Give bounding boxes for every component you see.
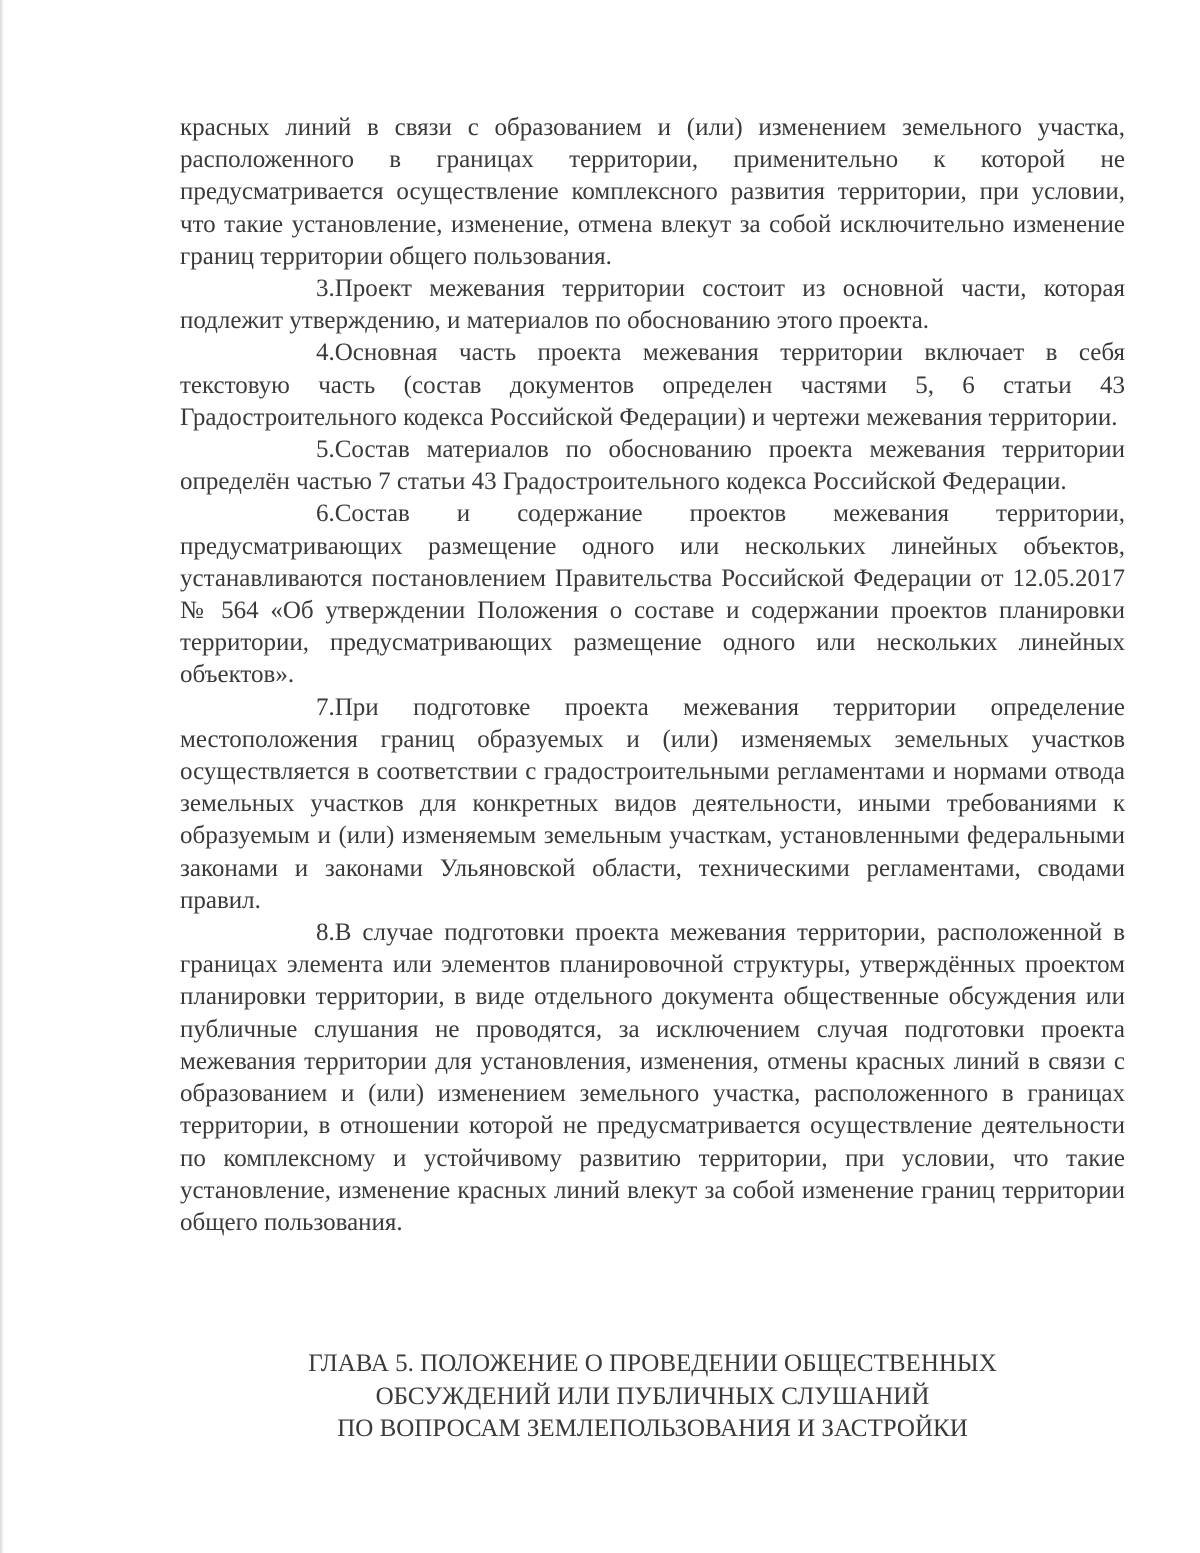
item-3 <box>180 273 1125 337</box>
item-text: В случае подготовки проекта межевания территории, расположенной в границах элемента или элементов планировочной структуры, утверждённых проектом планировки территории, в виде отдельного документа общественные обсуждения или публичные слушания не проводятся, за исключением случая подготовки проекта межевания территории для установления, изменения, отмены красных линий в связи с образованием и (или) изменением земельного участка, расположенного в границах территории, в отношении которой не предусматривается осуществление деятельности по комплексному и устойчивому развитию территории, при условии, что такие установление, изменение красных линий влекут за собой изменение границ территории общего пользования. <box>180 919 1125 1236</box>
intro-paragraph: красных линий в связи с образованием и (или) изменением земельного участка, расположенного в границах территории, применительно к которой не предусматривается осуществление комплексного развития территории, при условии, что такие установление, изменение, отмена влекут за собой исключительно изменение границ территории общего пользования. <box>180 114 1125 270</box>
chapter-heading <box>180 1348 1125 1446</box>
chapter-heading-line-1: ГЛАВА 5. ПОЛОЖЕНИЕ О ПРОВЕДЕНИИ ОБЩЕСТВЕННЫХ <box>308 1350 997 1377</box>
item-number: 7. <box>316 693 335 721</box>
item-number: 3. <box>316 275 335 303</box>
item-number: 6. <box>316 500 335 528</box>
item-number: 5. <box>316 436 335 464</box>
item-6 <box>180 498 1125 691</box>
item-4 <box>180 337 1125 434</box>
chapter-heading-line-2: ОБСУЖДЕНИЙ ИЛИ ПУБЛИЧНЫХ СЛУШАНИЙ <box>375 1382 930 1410</box>
item-text: Основная часть проекта межевания территории включает в себя текстовую часть (состав документов определен частями 5, 6 статьи 43 Градостроительного кодекса Российской Федерации) и чертежи межевания территории. <box>180 339 1125 431</box>
scan-edge <box>0 0 4 1553</box>
item-text: При подготовке проекта межевания территории определение местоположения границ образуемых и (или) изменяемых земельных участков осуществляется в соответствии с градостроительными регламентами и нормами отвода земельных участков для конкретных видов деятельности, иными требованиями к образуемым и (или) изменяемым земельным участкам, установленными федеральными законами и законами Ульяновской области, техническими регламентами, сводами правил. <box>180 693 1125 914</box>
item-7 <box>180 692 1125 917</box>
chapter-heading-line-3: ПО ВОПРОСАМ ЗЕМЛЕПОЛЬЗОВАНИЯ И ЗАСТРОЙКИ <box>337 1415 968 1442</box>
item-8 <box>180 917 1125 1239</box>
item-text: Проект межевания территории состоит из основной части, которая подлежит утверждению, и материалов по обоснованию этого проекта. <box>180 275 1125 335</box>
item-number: 8. <box>316 919 335 947</box>
item-5 <box>180 434 1125 498</box>
item-number: 4. <box>316 339 335 367</box>
document-body <box>180 112 1125 1239</box>
item-text: Состав и содержание проектов межевания территории, предусматривающих размещение одного или нескольких линейных объектов, устанавливаются постановлением Правительства Российской Федерации от 12.05.2017 № 564 «Об утверждении Положения о составе и содержании проектов планировки территории, предусматривающих размещение одного или нескольких линейных объектов». <box>180 500 1125 689</box>
item-text: Состав материалов по обоснованию проекта межевания территории определён частью 7 статьи 43 Градостроительного кодекса Российской Федерации. <box>180 436 1125 496</box>
